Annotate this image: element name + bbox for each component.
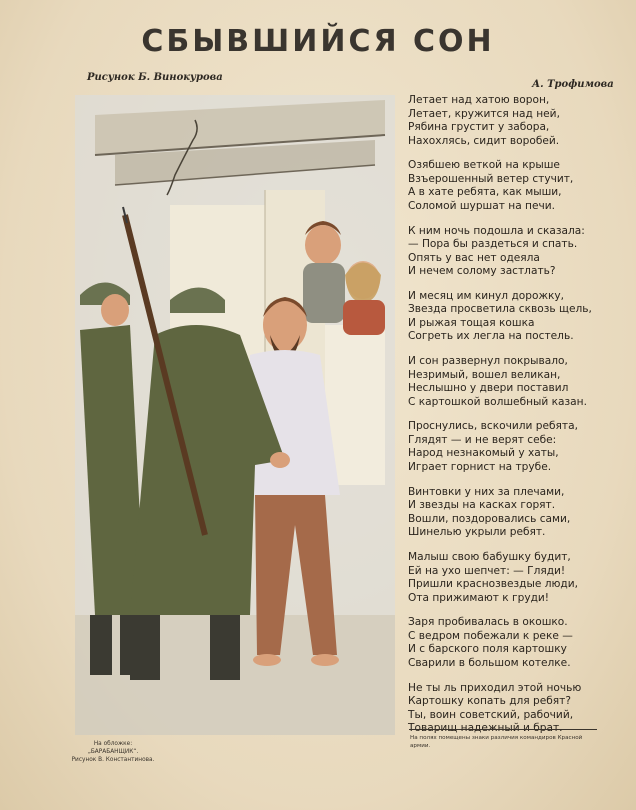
- poem-line: Глядят — и не верят себе:: [408, 433, 557, 446]
- poem-line: Проснулись, вскочили ребята,: [408, 420, 578, 433]
- poem-line: Не ты ль приходил этой ночью: [408, 681, 582, 694]
- cover-note: [53, 740, 173, 764]
- poem-title: СБЫВШИЙСЯ СОН: [141, 24, 495, 59]
- poem-line: Ей на ухо шепчет: — Гляди!: [408, 564, 566, 577]
- poem-line: Сварили в большом котелке.: [408, 656, 571, 669]
- poem-line: Заря пробивалась в окошко.: [408, 616, 568, 629]
- stanza: [408, 420, 628, 474]
- stanza: [408, 159, 628, 213]
- poem-line: Рябина грустит у забора,: [408, 121, 550, 133]
- poem-line: Озябшею веткой на крыше: [408, 159, 560, 172]
- poem-line: Неслышно у двери поставил: [408, 382, 569, 395]
- poem-line: Народ незнакомый у хаты,: [408, 447, 559, 460]
- footnote-divider: [409, 729, 597, 730]
- poem-line: Малыш свою бабушку будит,: [408, 551, 571, 564]
- poem-line: Ота прижимают к груди!: [408, 591, 550, 604]
- poem-line: Картошку копать для ребят?: [408, 695, 571, 708]
- poem-line: Опять у вас нет одеяла: [408, 251, 540, 264]
- poem-line: А в хате ребята, как мыши,: [408, 186, 562, 199]
- stanza: [408, 486, 628, 540]
- poem-line: И месяц им кинул дорожку,: [408, 289, 565, 302]
- poem-line: Звезда просветила сквозь щель,: [408, 303, 592, 316]
- poem-line: Нахохлясь, сидит воробей.: [408, 134, 560, 147]
- poem-line: — Пора бы раздеться и спать.: [408, 238, 578, 251]
- poem-line: И сон развернул покрывало,: [408, 355, 568, 368]
- poem-line: Летает, кружится над ней,: [408, 107, 560, 120]
- poem-line: И нечем солому застлать?: [408, 265, 556, 278]
- stanza: [408, 290, 628, 344]
- poem-line: Незримый, вошел великан,: [408, 368, 561, 381]
- stanza: [408, 225, 628, 279]
- cover-note-line: Рисунок В. Константинова.: [71, 757, 155, 763]
- poem-text: [408, 94, 628, 747]
- poem-line: К ним ночь подошла и сказала:: [408, 224, 585, 237]
- poem-line: Пришли краснозвездые люди,: [408, 578, 579, 591]
- stanza: [408, 616, 628, 670]
- poem-line: Взъерошенный ветер стучит,: [408, 172, 574, 185]
- poem-author: А. Трофимова: [532, 79, 614, 90]
- poem-line: Соломой шуршат на печи.: [408, 199, 556, 212]
- poem-line: Играет горнист на трубе.: [408, 460, 552, 473]
- poem-line: Летает над хатою ворон,: [408, 94, 550, 106]
- illustration-credit: Рисунок Б. Винокурова: [87, 72, 223, 83]
- poem-line: И с барского поля картошку: [408, 643, 567, 656]
- stanza: [408, 682, 628, 736]
- footnote: На полях помещены знаки различия командиров Красной армии.: [410, 735, 583, 749]
- poem-line: С ведром побежали к реке —: [408, 629, 573, 642]
- poem-line: Ты, воин советский, рабочий,: [408, 708, 574, 721]
- cover-note-line: На обложке:: [93, 741, 133, 747]
- poem-line: С картошкой волшебный казан.: [408, 395, 587, 408]
- stanza: [408, 94, 628, 148]
- cover-note-line: „БАРАБАНЩИК“.: [87, 749, 139, 755]
- stanza: [408, 551, 628, 605]
- illustration: [75, 95, 395, 735]
- poem-line: Согреть их легла на постель.: [408, 330, 574, 343]
- poem-line: И звезды на касках горят.: [408, 499, 556, 512]
- poem-line: Винтовки у них за плечами,: [408, 485, 565, 498]
- poem-line: И рыжая тощая кошка: [408, 316, 535, 329]
- stanza: [408, 355, 628, 409]
- poem-line: Вошли, поздоровались сами,: [408, 512, 571, 525]
- poem-line: Шинелью укрыли ребят.: [408, 526, 546, 539]
